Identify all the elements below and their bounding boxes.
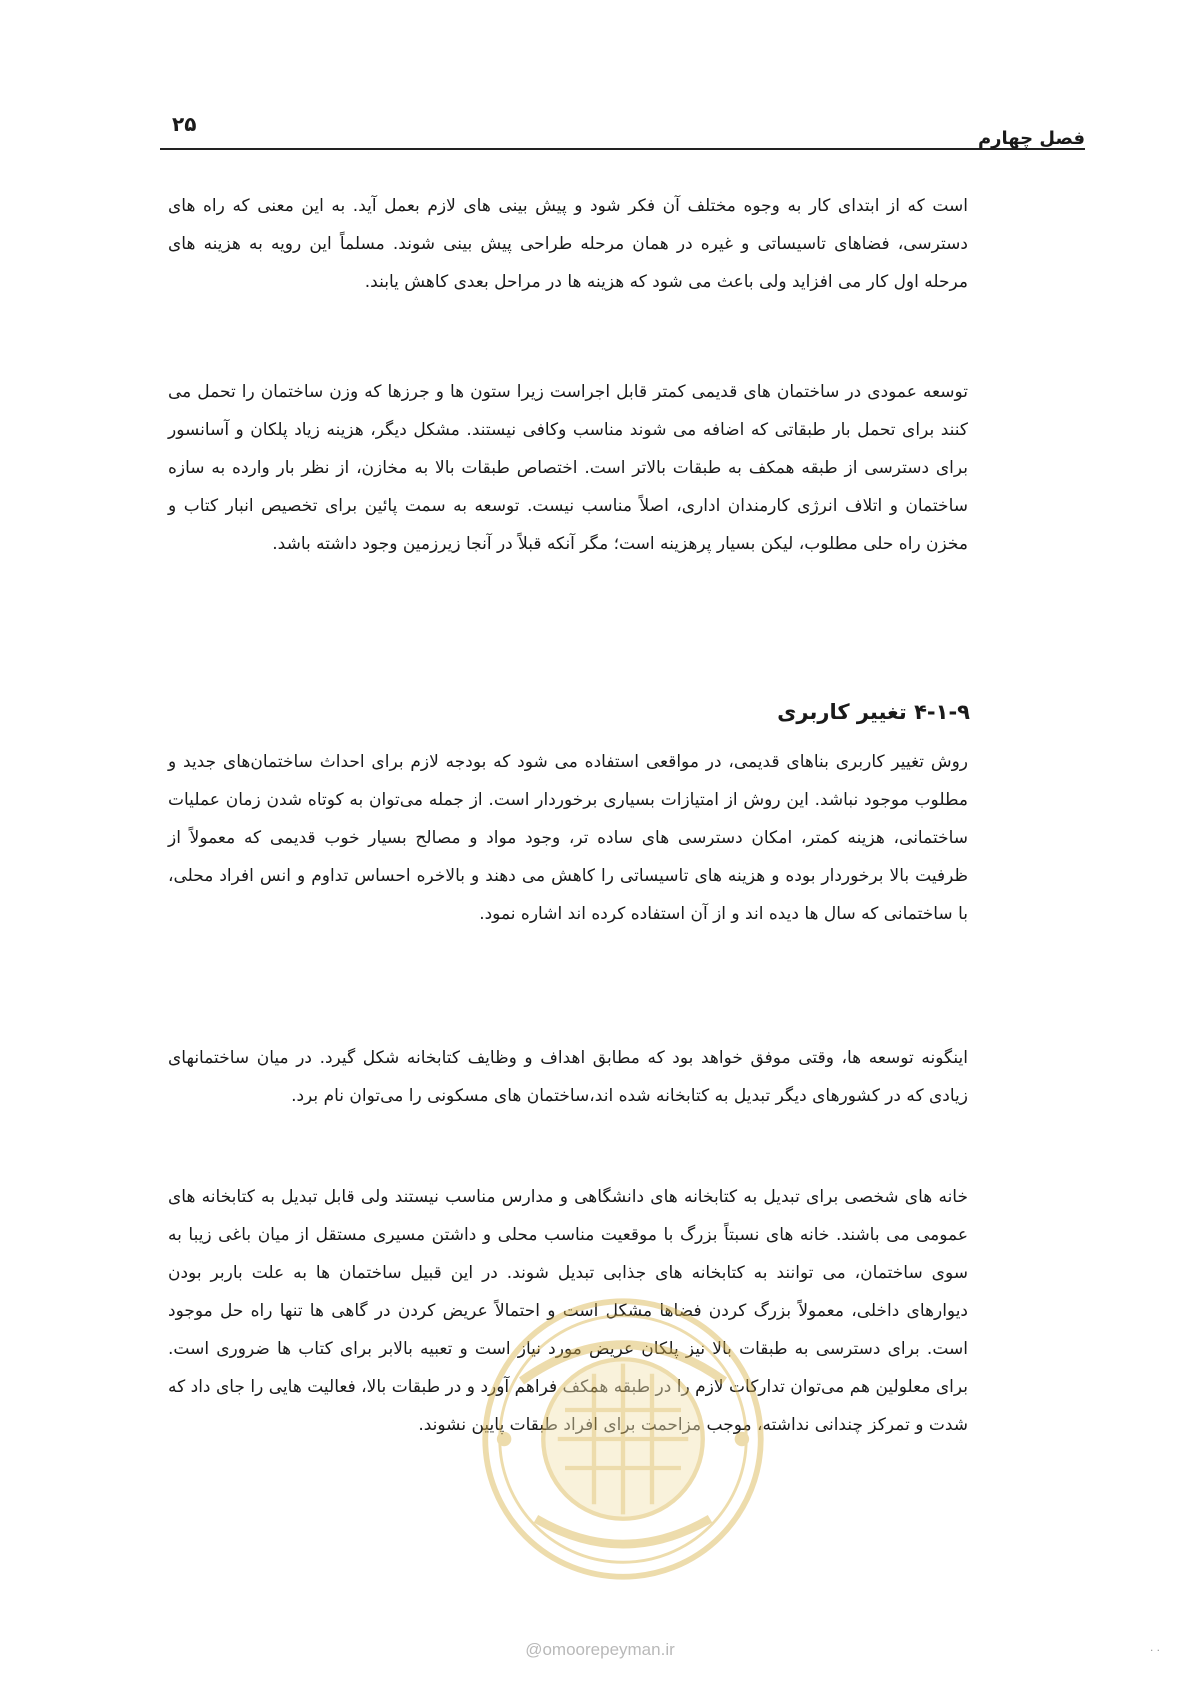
corner-dots: . . xyxy=(1150,1640,1161,1654)
watermark-text: @omoorepeyman.ir xyxy=(525,1640,675,1659)
paragraph-private-houses xyxy=(168,1178,968,1444)
paragraph-text: اینگونه توسعه ها، وقتی موفق خواهد بود که مطابق اهداف و وظایف کتابخانه شکل گیرد. در میان ساختمانهای زیادی که در کشورهای دیگر تبدیل به کتابخانه شده اند،ساختمان های مسکونی را می‌توان نام برد. xyxy=(168,1048,968,1106)
section-heading: ۴-۱-۹ تغییر کاربری xyxy=(777,700,970,724)
page-header xyxy=(160,108,1085,150)
paragraph-text: توسعه عمودی در ساختمان های قدیمی کمتر قابل اجراست زیرا ستون ها و جرزها که وزن ساختمان را تحمل می کنند برای تحمل بار طبقاتی که اضافه می شوند مناسب وکافی نیستند. مشکل دیگر، هزینه زیاد پلکان و آسانسور برای دسترسی از طبقه همکف به طبقات بالاتر است. اختصاص طبقات بالا به مخازن، از نظر بار وارده به سازه ساختمان و اتلاف انرژی کارمندان اداری، اصلاً مناسب نیست. توسعه به سمت پائین برای تخصیص انبار کتاب و مخزن راه حلی مطلوب، لیکن بسیار پرهزینه است؛ مگر آنکه قبلاً در آنجا زیرزمین وجود داشته باشد. xyxy=(168,382,968,554)
paragraph-development-success xyxy=(168,1039,968,1115)
paragraph-vertical-expansion xyxy=(168,373,968,563)
paragraph-continued xyxy=(168,187,968,301)
page-number: ۲۵ xyxy=(172,112,197,136)
chapter-title: فصل چهارم xyxy=(977,128,1085,149)
paragraph-text: روش تغییر کاربری بناهای قدیمی، در مواقعی استفاده می شود که بودجه لازم برای احداث ساختمان‌های جدید و مطلوب موجود نباشد. این روش از امتیازات بسیاری برخوردار است. از جمله می‌توان به کوتاه شدن زمان عملیات ساختمانی، هزینه کمتر، امکان دسترسی های ساده تر، وجود مواد و مصالح بسیار خوب قدیمی که معمولاً از ظرفیت بالا برخوردار بوده و هزینه های تاسیساتی را کاهش می دهند و بالاخره احساس تداوم و انس افراد محلی، با ساختمانی که سال ها دیده اند و از آن استفاده کرده اند اشاره نمود. xyxy=(168,752,968,924)
paragraph-change-of-use xyxy=(168,743,968,933)
paragraph-text: خانه های شخصی برای تبدیل به کتابخانه های دانشگاهی و مدارس مناسب نیستند ولی قابل تبدیل به کتابخانه های عمومی می باشند. خانه های نسبتاً بزرگ با موقعیت مناسب محلی و داشتن مسیری مستقل از میان باغی زیبا به سوی ساختمان، می توانند به کتابخانه های جذابی تبدیل شوند. در این قبیل ساختمان ها به علت باربر بودن دیوارهای داخلی، معمولاً بزرگ کردن فضاها مشکل است و احتمالاً عریض کردن در گاهی ها تنها راه حل موجود است. برای دسترسی به طبقات بالا نیز پلکان عریض مورد نیاز است و تعبیه بالابر برای کتاب ها ضروری است. برای معلولین هم می‌توان تدارکات لازم را در طبقه همکف فراهم آورد و در طبقات بالا، فعالیت هایی را جای داد که شدت و تمرکز چندانی نداشته، موجب مزاحمت برای افراد طبقات پایین نشوند. xyxy=(168,1187,968,1435)
paragraph-text: است که از ابتدای کار به وجوه مختلف آن فکر شود و پیش بینی های لازم بعمل آید. به این معنی که راه های دسترسی، فضاهای تاسیساتی و غیره در همان مرحله طراحی پیش بینی شوند. مسلماً این رویه به هزینه های مرحله اول کار می افزاید ولی باعث می شود که هزینه ها در مراحل بعدی کاهش یابند. xyxy=(168,196,968,292)
